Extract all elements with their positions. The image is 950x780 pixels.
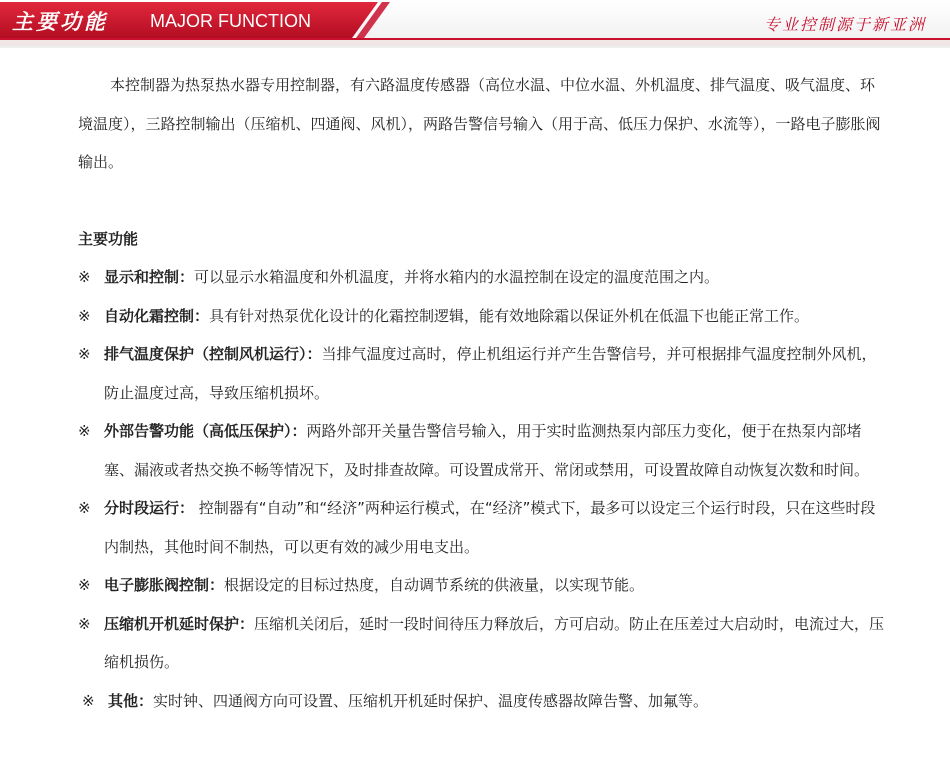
intro-paragraph: 本控制器为热泵热水器专用控制器，有六路温度传感器（高位水温、中位水温、外机温度、排气温度、吸气温度、环境温度），三路控制输出（压缩机、四通阀、风机），两路告警信号输入（用于高、低压力保护、水流等），一路电子膨胀阀输出。 (78, 76, 881, 171)
feature-title: 电子膨胀阀控制： (104, 576, 225, 594)
feature-text: 压缩机关闭后，延时一段时间待压力释放后，方可启动。防止在压差过大启动时，电流过大，压缩机损伤。 (104, 614, 885, 671)
feature-item (78, 297, 888, 336)
feature-text: 实时钟、四通阀方向可设置、压缩机开机延时保护、温度传感器故障告警、加氟等。 (153, 691, 709, 710)
feature-text: 两路外部开关量告警信号输入，用于实时监测热泵内部压力变化，便于在热泵内部堵塞、漏液或者热交换不畅等情况下，及时排查故障。可设置成常开、常闭或禁用，可设置故障自动恢复次数和时间。 (104, 422, 870, 479)
feature-item (78, 258, 888, 297)
feature-item (78, 412, 888, 489)
feature-item (78, 682, 888, 721)
header-slogan: 专业控制源于新亚洲 (763, 15, 926, 34)
reference-mark-icon: ※ (78, 345, 91, 363)
reference-mark-icon: ※ (78, 499, 91, 517)
reference-mark-icon: ※ (82, 691, 95, 710)
reference-mark-icon: ※ (78, 614, 91, 633)
feature-title: 显示和控制： (104, 268, 195, 286)
feature-item (78, 605, 888, 682)
feature-text: 具有针对热泵优化设计的化霜控制逻辑，能有效地除霜以保证外机在低温下也能正常工作。 (209, 306, 810, 325)
feature-item (78, 489, 888, 566)
feature-title: 压缩机开机延时保护： (104, 614, 255, 633)
reference-mark-icon: ※ (78, 576, 91, 594)
header-title-english: MAJOR FUNCTION (150, 11, 311, 31)
feature-text: 根据设定的目标过热度，自动调节系统的供液量，以实现节能。 (224, 576, 645, 594)
reference-mark-icon: ※ (78, 422, 91, 440)
feature-text: 当排气温度过高时，停止机组运行并产生告警信号，并可根据排气温度控制外风机，防止温度过高，导致压缩机损坏。 (104, 345, 877, 402)
feature-title: 自动化霜控制： (104, 306, 210, 325)
feature-item (78, 335, 888, 412)
reference-mark-icon: ※ (78, 306, 91, 325)
header-title-chinese: 主要功能 (12, 9, 108, 34)
feature-title: 分时段运行： (104, 499, 195, 517)
feature-title: 其他： (108, 691, 154, 710)
section-title: 主要功能 (78, 229, 139, 248)
feature-item (78, 566, 888, 605)
feature-text: 控制器有“自动”和“经济”两种运行模式，在“经济”模式下，最多可以设定三个运行时段，只在这些时段内制热，其他时间不制热，可以更有效的减少用电支出。 (104, 499, 876, 556)
reference-mark-icon: ※ (78, 268, 91, 286)
feature-title: 排气温度保护（控制风机运行）： (104, 345, 322, 363)
feature-list (78, 258, 888, 720)
feature-title: 外部告警功能（高低压保护）： (104, 422, 307, 440)
main-content (78, 66, 888, 720)
feature-text: 可以显示水箱温度和外机温度，并将水箱内的水温控制在设定的温度范围之内。 (194, 268, 720, 286)
page-header (0, 0, 950, 48)
